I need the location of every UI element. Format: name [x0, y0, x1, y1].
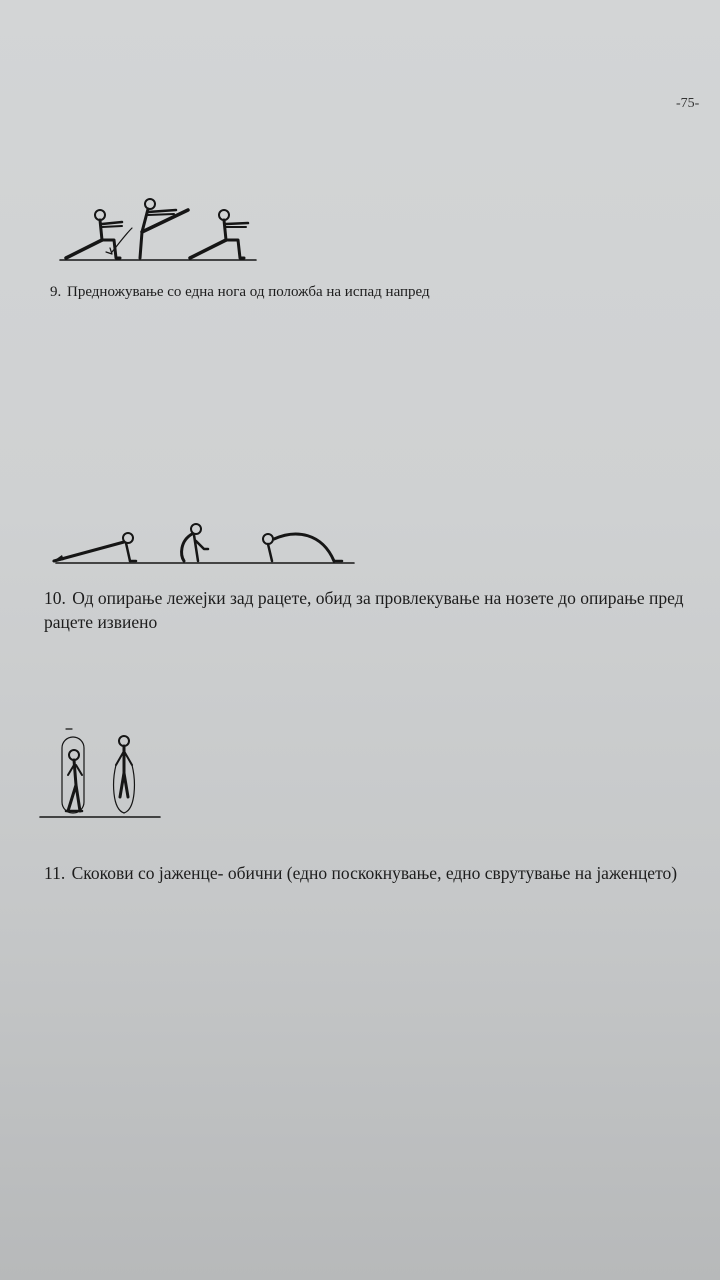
exercise-10-text: Од опирање лежејки зад рацете, обид за провлекување на нозете до опирање пред рацете извиено [44, 588, 684, 632]
exercise-11-illustration [38, 725, 164, 821]
exercise-10-number: 10. [44, 588, 66, 608]
exercise-9-illustration [60, 190, 260, 266]
exercise-9-number: 9. [50, 284, 62, 300]
exercise-10-illustration [46, 515, 358, 571]
exercise-11-text: Скокови со јаженце- обични (едно поскокнување, едно сврутување на јаженцето) [71, 863, 678, 883]
exercise-11-number: 11. [44, 863, 66, 883]
exercise-9-caption [50, 280, 430, 304]
exercise-11-caption [44, 861, 720, 885]
exercise-9-text: Предножување со една нога од положба на испад напред [67, 284, 430, 300]
exercise-10-caption [44, 586, 720, 634]
page-number: -75- [676, 96, 700, 111]
